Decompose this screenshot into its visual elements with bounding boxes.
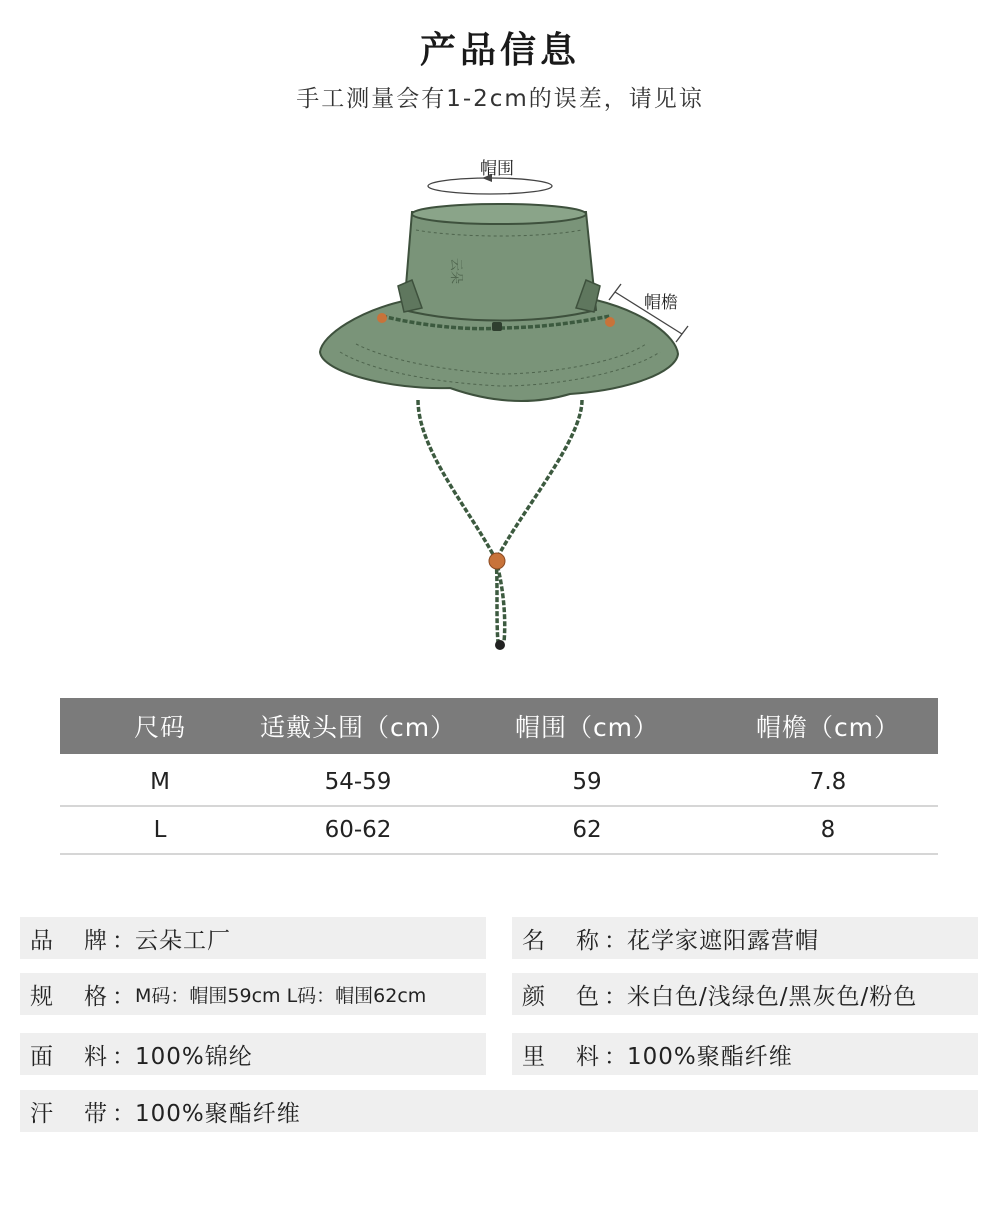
page-title: 产品信息 [419,30,580,71]
table-row [60,758,938,806]
info-label-a: 名 [522,927,545,954]
info-sep: ： [604,927,627,954]
table-row [60,806,938,854]
hat-top [412,204,586,224]
info-name [512,917,978,959]
size-cell: M [60,758,260,806]
hat-diagram [300,140,720,660]
info-label-b: 牌 [84,927,107,954]
info-sep: ： [112,1100,135,1127]
brim-cell: 8 [718,806,938,854]
header-size: 尺码 [60,698,260,754]
spec-value: M码：帽围59cm L码：帽围62cm [135,984,427,1007]
info-label-b: 料 [84,1043,107,1070]
hat-illustration [300,140,720,660]
info-fabric [20,1033,486,1075]
head-circumference-cell: 54-59 [260,758,456,806]
info-sweatband [20,1090,978,1132]
size-table-header [60,698,938,754]
info-sep: ： [112,927,135,954]
brim-cell: 7.8 [718,758,938,806]
info-sep: ： [604,983,627,1010]
info-color [512,973,978,1015]
sweatband-value: 100%聚酯纤维 [135,1100,301,1127]
head-circumference-cell: 60-62 [260,806,456,854]
chin-strap-stopper [489,553,505,569]
info-sep: ： [112,983,135,1010]
info-spec [20,973,486,1015]
info-label-b: 带 [84,1100,107,1127]
info-label-a: 颜 [522,983,545,1010]
name-value: 花学家遮阳露营帽 [627,927,819,954]
size-cell: L [60,806,260,854]
info-brand [20,917,486,959]
lining-value: 100%聚酯纤维 [627,1043,793,1070]
cord-end [495,640,505,650]
brim-label: 帽檐 [644,293,678,313]
hat-logo: 云朵 [448,258,463,285]
info-label-a: 规 [30,983,53,1010]
brand-value: 云朵工厂 [135,927,231,954]
info-label-a: 面 [30,1043,53,1070]
info-label-b: 称 [576,927,599,954]
info-label-b: 料 [576,1043,599,1070]
circumference-label: 帽围 [480,159,514,179]
header-brim: 帽檐（cm） [718,698,938,754]
color-value: 米白色/浅绿色/黑灰色/粉色 [627,983,918,1010]
info-label-a: 汗 [30,1100,53,1127]
hat-crown [404,212,596,321]
hat-circumference-cell: 59 [456,758,718,806]
info-label-b: 格 [84,983,107,1010]
fabric-value: 100%锦纶 [135,1043,253,1070]
bead-right [605,317,615,327]
info-sep: ： [604,1043,627,1070]
info-label-b: 色 [576,983,599,1010]
info-lining [512,1033,978,1075]
chin-strap-left [418,400,498,642]
bead-left [377,313,387,323]
chin-strap-right [496,400,582,642]
info-label-a: 品 [30,927,53,954]
header-hat-circumference: 帽围（cm） [456,698,718,754]
measurement-note: 手工测量会有1-2cm的误差，请见谅 [296,86,704,112]
band-toggle [492,322,502,331]
header-head-circumference: 适戴头围（cm） [260,698,456,754]
hat-circumference-cell: 62 [456,806,718,854]
info-label-a: 里 [522,1043,545,1070]
info-sep: ： [112,1043,135,1070]
size-table [60,698,938,855]
